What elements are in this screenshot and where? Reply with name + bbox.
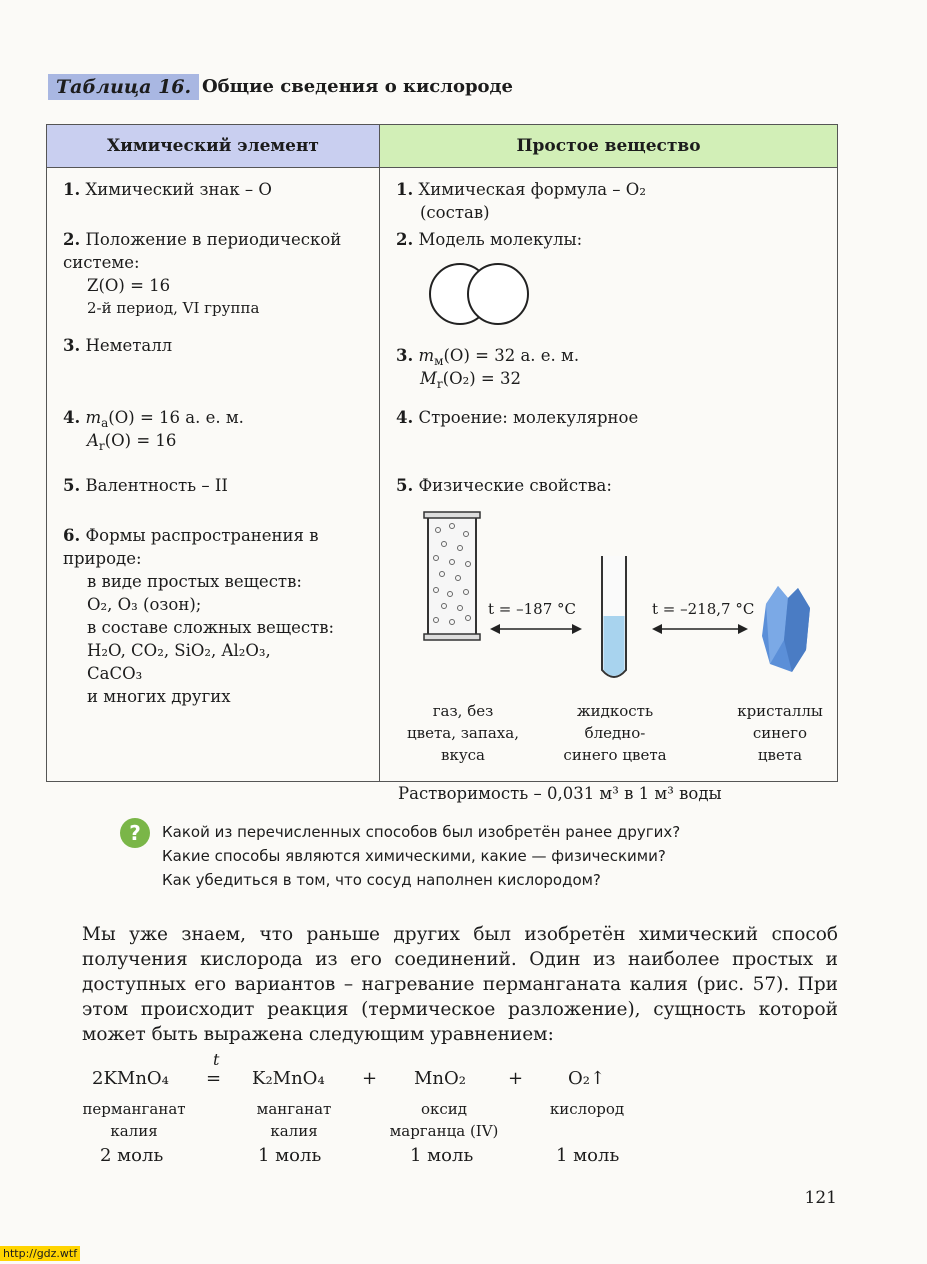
crystal-icon — [758, 584, 814, 676]
oxygen-info-table — [46, 124, 838, 803]
table-caption-tag: Таблица 16. — [48, 74, 199, 100]
equation-condition: t — [213, 1050, 220, 1069]
name-oxygen: кислород — [549, 1100, 625, 1118]
header-simple-substance: Простое вещество — [380, 125, 838, 168]
equation-equals: = — [206, 1068, 222, 1089]
right-item-5: 5. Физические свойства: — [396, 476, 612, 495]
right-column — [380, 168, 838, 803]
left-item-2: 2. Положение в периодической системе: Z(O) = 16 2-й период, VI группа — [63, 228, 369, 320]
question-block — [162, 820, 680, 892]
moles-product-2: 1 моль — [410, 1145, 474, 1166]
left-item-3: 3. Неметалл — [63, 336, 173, 355]
state-gas: газ, без цвета, запаха, вкуса — [407, 702, 519, 764]
table-caption-title: Общие сведения о кислороде — [202, 76, 514, 97]
left-item-4: 4. $m_а(O) = 16$ а. е. м. $A_r(O) = 16$ — [63, 408, 244, 453]
equation-plus: + — [362, 1068, 378, 1089]
equation-product-2: MnO₂ — [414, 1068, 466, 1089]
right-item-4: 4. Строение: молекулярное — [396, 408, 639, 427]
question-line: Какой из перечисленных способов был изобретён ранее других? — [162, 823, 681, 841]
test-tube-icon — [596, 554, 632, 686]
double-arrow-icon — [490, 622, 582, 636]
boiling-temperature: t = –187 °C — [488, 600, 577, 618]
left-item-5: 5. Валентность – II — [63, 476, 228, 495]
page-number: 121 — [804, 1188, 837, 1208]
left-item-1: 1. Химический знак – O — [63, 180, 272, 199]
equation-plus: + — [508, 1068, 524, 1089]
name-potassium-manganate: манганат калия — [256, 1100, 332, 1140]
question-icon: ? — [120, 818, 150, 848]
oxygen-molecule-model-icon — [424, 260, 534, 326]
left-column — [47, 168, 380, 782]
equation-product-1: K₂MnO₄ — [252, 1068, 325, 1089]
state-liquid: жидкость бледно- синего цвета — [563, 702, 667, 764]
left-item-6: 6. Формы распространения в природе: в виде простых веществ: O₂, O₃ (озон); в составе сложных веществ: H₂O, CO₂, SiO₂, Al₂O₃, CaCO₃ и многих других — [63, 526, 335, 706]
right-item-1: 1. Химическая формула – O₂ (состав) — [396, 180, 646, 222]
question-line: Какие способы являются химическими, какие — физическими? — [162, 847, 666, 865]
moles-product-3: 1 моль — [556, 1145, 620, 1166]
question-line: Как убедиться в том, что сосуд наполнен кислородом? — [162, 871, 601, 889]
equation-product-3: O₂↑ — [568, 1068, 606, 1089]
period-group: 2-й период, VI группа — [87, 299, 260, 317]
footer-url-link[interactable]: http://gdz.wtf — [0, 1246, 80, 1261]
right-item-3: 3. $m_м(O) = 32$ а. е. м. $M_r(O_2) = 32$ — [396, 346, 580, 391]
header-chemical-element: Химический элемент — [47, 125, 380, 168]
body-paragraph: Мы уже знаем, что раньше других был изобретён химический способ получения кислорода из его соединений. Один из наиболее простых и доступных его вариантов – нагревание перманганата калия (рис. 57). При этом происходит реакция (термическое разложение), сущность которой может быть выражена следующим уравнением: — [82, 924, 838, 1045]
equation-reactant: 2KMnO₄ — [92, 1068, 169, 1089]
solubility: Растворимость – 0,031 м³ в 1 м³ воды — [398, 784, 722, 803]
z-value: Z(O) = 16 — [87, 276, 171, 295]
state-crystal: кристаллы синего цвета — [737, 702, 823, 764]
melting-temperature: t = –218,7 °C — [652, 600, 755, 618]
double-arrow-icon — [652, 622, 748, 636]
name-manganese-oxide: оксид марганца (IV) — [389, 1100, 499, 1140]
right-item-2: 2. Модель молекулы: — [396, 230, 583, 249]
moles-product-1: 1 моль — [258, 1145, 322, 1166]
gas-cylinder-icon — [422, 510, 484, 644]
moles-reactant: 2 моль — [100, 1145, 164, 1166]
name-potassium-permanganate: перманганат калия — [82, 1100, 186, 1140]
